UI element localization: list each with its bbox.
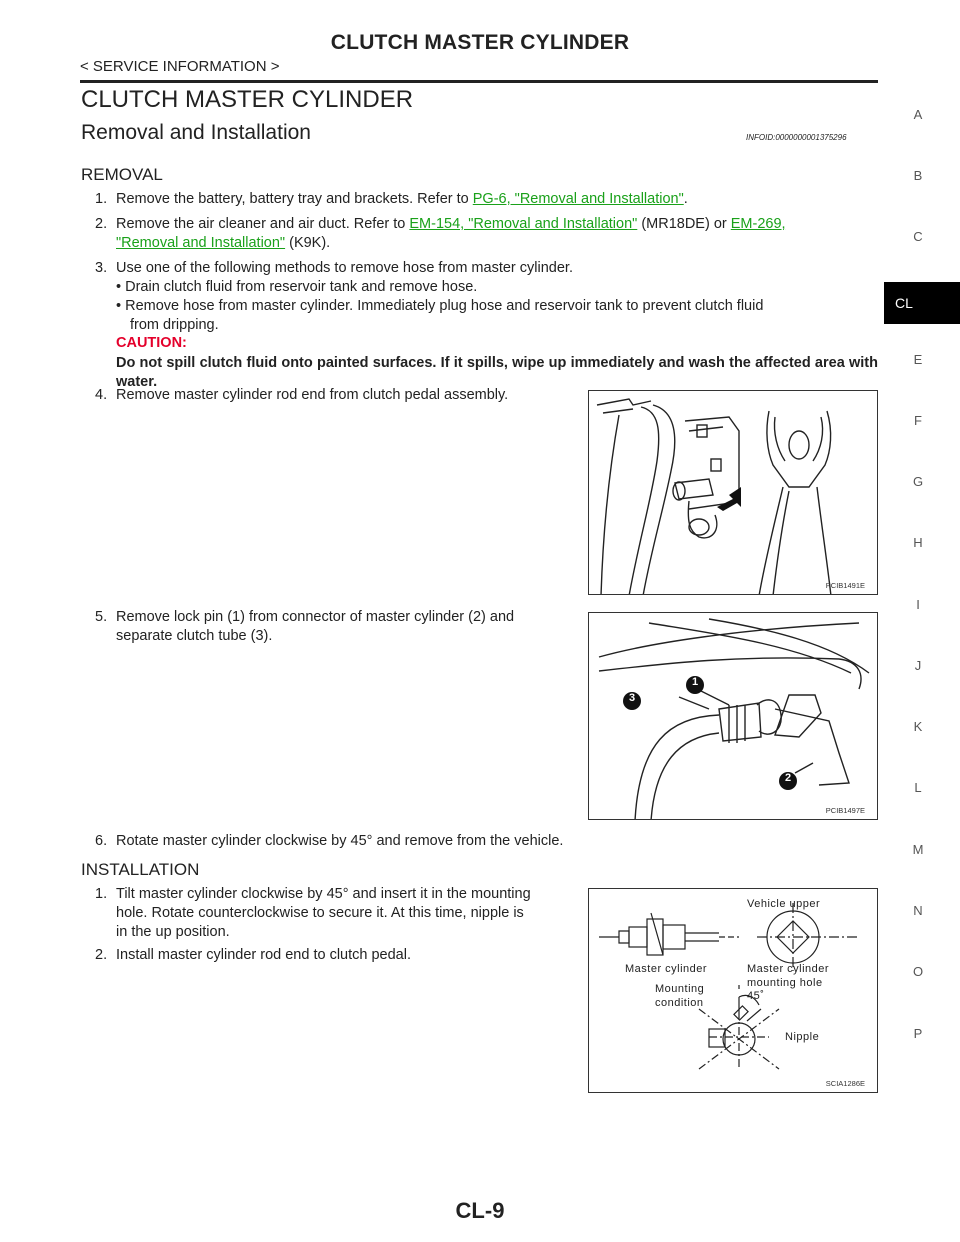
caution-text: Do not spill clutch fluid onto painted surfaces. If it spills, wipe up immediately and wash the affected area with water.: [116, 355, 878, 390]
link-pg6[interactable]: PG-6, "Removal and Installation": [472, 191, 684, 207]
rod-end-illustration: [589, 391, 878, 595]
callout-2: 2: [784, 772, 792, 784]
figure-code-3: SCIA1286E: [825, 1079, 865, 1088]
label-vehicle-upper: Vehicle upper: [747, 898, 821, 910]
install-step-2: 2. Install master cylinder rod end to clutch pedal.: [95, 947, 411, 963]
label-mounting-hole-2: mounting hole: [747, 977, 823, 989]
removal-step-3: 3. Use one of the following methods to remove hose from master cylinder.: [95, 260, 573, 276]
label-angle: 45˚: [747, 990, 765, 1002]
removal-heading: REMOVAL: [81, 165, 163, 184]
figure-lock-pin: [588, 612, 878, 820]
sidebar-item-c[interactable]: C: [913, 229, 923, 244]
removal-step-2-cont: "Removal and Installation" (K9K).: [116, 235, 331, 251]
sidebar-item-l[interactable]: L: [914, 780, 922, 795]
caution-label: CAUTION:: [116, 335, 187, 351]
label-mounting-hole-1: Master cylinder: [747, 963, 830, 975]
removal-step-4: 4. Remove master cylinder rod end from clutch pedal assembly.: [95, 387, 509, 403]
mounting-illustration: [589, 889, 878, 1093]
figure-code-1: PCIB1491E: [825, 581, 865, 590]
header-divider: [80, 80, 878, 83]
figure-rod-end: [588, 390, 878, 595]
removal-step-1: 1. Remove the battery, battery tray and brackets. Refer to PG-6, "Removal and Installation".: [95, 191, 688, 207]
page-header-subtitle: < SERVICE INFORMATION >: [80, 58, 280, 75]
removal-bullet-2: • Remove hose from master cylinder. Immediately plug hose and reservoir tank to prevent clutch fluid: [116, 298, 764, 314]
removal-step-2: 2. Remove the air cleaner and air duct. Refer to EM-154, "Removal and Installation" (MR18DE) or EM-269,: [95, 216, 786, 232]
figure-mounting: [588, 888, 878, 1093]
sidebar-item-h[interactable]: H: [913, 535, 923, 550]
sidebar-item-m[interactable]: M: [912, 842, 924, 857]
link-em269-cont[interactable]: "Removal and Installation": [116, 235, 286, 251]
sidebar-item-a[interactable]: A: [913, 107, 923, 122]
page-header-title: CLUTCH MASTER CYLINDER: [330, 31, 630, 54]
label-master-cylinder: Master cylinder: [625, 963, 708, 975]
installation-heading: INSTALLATION: [81, 860, 200, 879]
lock-pin-illustration: [589, 613, 878, 820]
removal-bullet-2-cont: from dripping.: [130, 317, 219, 333]
figure-code-2: PCIB1497E: [825, 806, 865, 815]
sidebar-item-n[interactable]: N: [913, 903, 923, 918]
callout-1: 1: [691, 676, 699, 688]
sidebar-item-j[interactable]: J: [914, 658, 922, 673]
removal-bullet-1: • Drain clutch fluid from reservoir tank and remove hose.: [116, 279, 478, 295]
page-number: CL-9: [455, 1198, 505, 1223]
sidebar-item-g[interactable]: G: [912, 474, 924, 489]
install-step-1-cont-a: hole. Rotate counterclockwise to secure it. At this time, nipple is: [116, 905, 524, 921]
sidebar-item-p[interactable]: P: [913, 1026, 923, 1041]
sidebar-item-e[interactable]: E: [913, 352, 923, 367]
link-em154[interactable]: EM-154, "Removal and Installation": [409, 216, 638, 232]
sidebar-item-o[interactable]: O: [912, 964, 924, 979]
sidebar-item-f[interactable]: F: [914, 413, 922, 428]
link-em269[interactable]: EM-269,: [730, 216, 786, 232]
sidebar-item-i[interactable]: I: [916, 597, 920, 612]
sidebar-item-cl-active[interactable]: CL: [884, 282, 960, 324]
install-step-1-cont-b: in the up position.: [116, 924, 230, 940]
sidebar-item-k[interactable]: K: [913, 719, 923, 734]
section-title: CLUTCH MASTER CYLINDER: [81, 86, 414, 113]
subsection-title: Removal and Installation: [81, 121, 311, 144]
removal-step-5: 5. Remove lock pin (1) from connector of master cylinder (2) and: [95, 609, 515, 625]
info-id: INFOID:0000000001375296: [746, 133, 847, 142]
label-mounting-2: condition: [655, 997, 704, 1009]
install-step-1: 1. Tilt master cylinder clockwise by 45° and insert it in the mounting: [95, 886, 531, 902]
label-nipple: Nipple: [785, 1031, 820, 1043]
callout-3: 3: [628, 692, 636, 704]
label-mounting-1: Mounting: [655, 983, 705, 995]
sidebar-item-b[interactable]: B: [913, 168, 923, 183]
removal-step-5-cont: separate clutch tube (3).: [116, 628, 273, 644]
removal-step-6: 6. Rotate master cylinder clockwise by 45° and remove from the vehicle.: [95, 833, 564, 849]
